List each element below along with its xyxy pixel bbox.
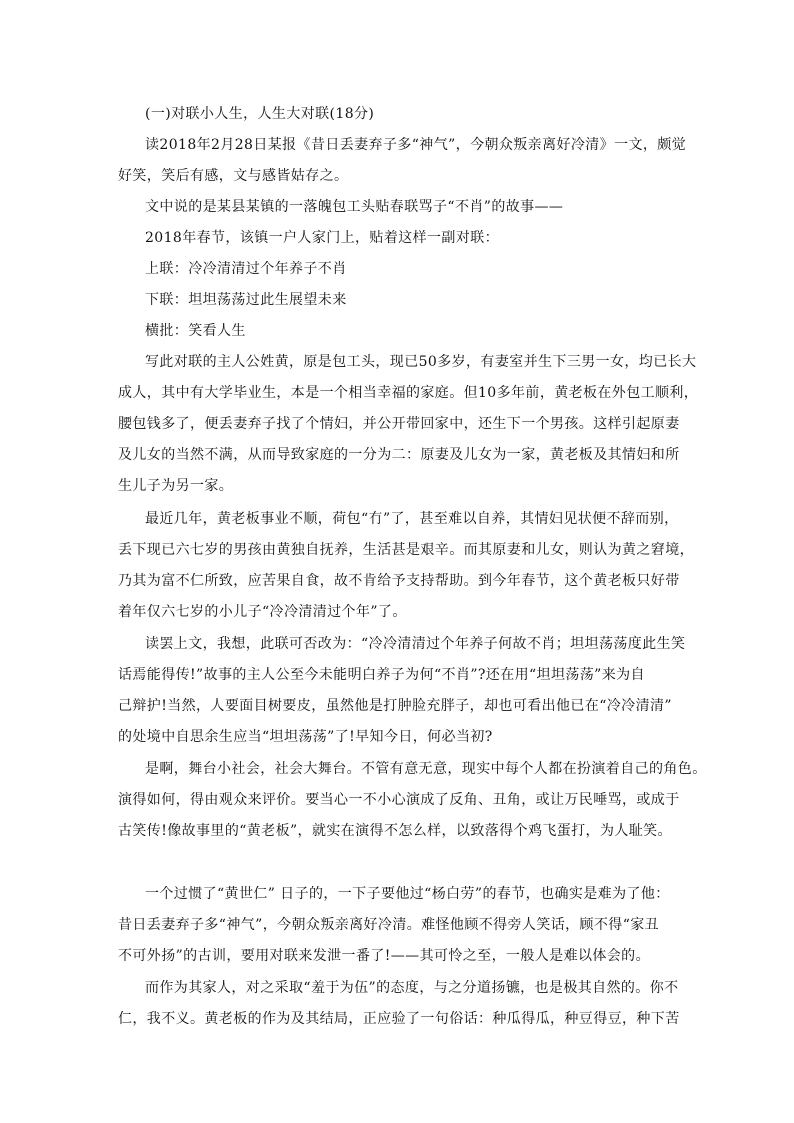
paragraph-line: 话焉能得传!”故事的主人公至今未能明白养子为何“不肖”?还在用“坦坦荡荡”来为自 <box>118 667 645 683</box>
paragraph-line: 是啊，舞台小社会，社会大舞台。不管有意无意，现实中每个人都在扮演着自己的角色。 <box>145 761 707 777</box>
paragraph-line: 成人，其中有大学毕业生，本是一个相当幸福的家庭。但10多年前，黄老板在外包工顺利， <box>118 385 699 401</box>
paragraph-line: 昔日丢妻弃子多“神气”，今朝众叛亲离好冷清。难怪他顾不得旁人笑话，顾不得“家丑 <box>118 917 660 933</box>
paragraph-line: 乃其为富不仁所致，应苦果自食，故不肯给予支持帮助。到今年春节，这个黄老板只好带 <box>118 573 680 589</box>
paragraph-line: 一个过惯了“黄世仁” 日子的，一下子要他过“杨白劳”的春节，也确实是难为了他： <box>145 886 670 902</box>
paragraph-line: 及儿女的当然不满，从而导致家庭的一分为二：原妻及儿女为一家，黄老板及其情妇和所 <box>118 447 680 463</box>
paragraph-line: 的处境中自思余生应当“坦坦荡荡”了!早知今日，何必当初? <box>118 729 493 745</box>
paragraph-line: 文中说的是某县某镇的一落魄包工头贴春联骂子“不肖”的故事—— <box>145 199 564 215</box>
section-heading: (一)对联小人生，人生大对联(18分) <box>145 106 375 122</box>
paragraph-line: 不可外扬”的古训，要用对联来发泄一番了!——其可怜之至，一般人是难以体会的。 <box>118 948 650 964</box>
paragraph-line: 2018年春节，该镇一户人家门上，贴着这样一副对联： <box>145 230 500 246</box>
couplet-horizontal: 横批：笑看人生 <box>145 323 246 339</box>
couplet-upper: 上联：冷冷清清过个年养子不肖 <box>145 261 347 277</box>
paragraph-line: 读2018年2月28日某报《昔日丢妻弃子多“神气”，今朝众叛亲离好冷清》一文，颇觉 <box>145 137 687 153</box>
paragraph-line: 着年仅六七岁的小儿子“冷冷清清过个年”了。 <box>118 604 407 620</box>
paragraph-line: 仁，我不义。黄老板的作为及其结局，正应验了一句俗话：种瓜得瓜，种豆得豆，种下苦 <box>118 1011 680 1027</box>
paragraph-line: 而作为其家人，对之采取“羞于为伍”的态度，与之分道扬镳，也是极其自然的。你不 <box>145 980 679 996</box>
paragraph-line: 生儿子为另一家。 <box>118 478 234 494</box>
couplet-lower: 下联：坦坦荡荡过此生展望未来 <box>145 292 347 308</box>
paragraph-line: 好笑，笑后有感，文与感皆姑存之。 <box>118 168 349 184</box>
paragraph-line: 最近几年，黄老板事业不顺，荷包“冇”了，甚至难以自养，其情妇见状便不辞而别， <box>145 511 679 527</box>
paragraph-line: 读罢上文，我想，此联可否改为：“冷冷清清过个年养子何故不肖；坦坦荡荡度此生笑 <box>145 636 686 652</box>
paragraph-line: 写此对联的主人公姓黄，原是包工头，现已50多岁，有妻室并生下三男一女，均已长大 <box>145 354 697 370</box>
paragraph-line: 丢下现已六七岁的男孩由黄独自抚养，生活甚是艰辛。而其原妻和儿女，则认为黄之窘境， <box>118 542 694 558</box>
paragraph-line: 演得如何，得由观众来评价。要当心一不小心演成了反角、丑角，或让万民唾骂，或成于 <box>118 792 680 808</box>
paragraph-line: 古笑传!像故事里的“黄老板”，就实在演得不怎么样，以致落得个鸡飞蛋打，为人耻笑。 <box>118 823 672 839</box>
paragraph-line: 己辩护!当然，人要面目树要皮，虽然他是打肿脸充胖子，却也可看出他已在“冷冷清清” <box>118 698 672 714</box>
paragraph-line: 腰包钱多了，便丢妻弃子找了个情妇，并公开带回家中，还生下一个男孩。这样引起原妻 <box>118 416 680 432</box>
